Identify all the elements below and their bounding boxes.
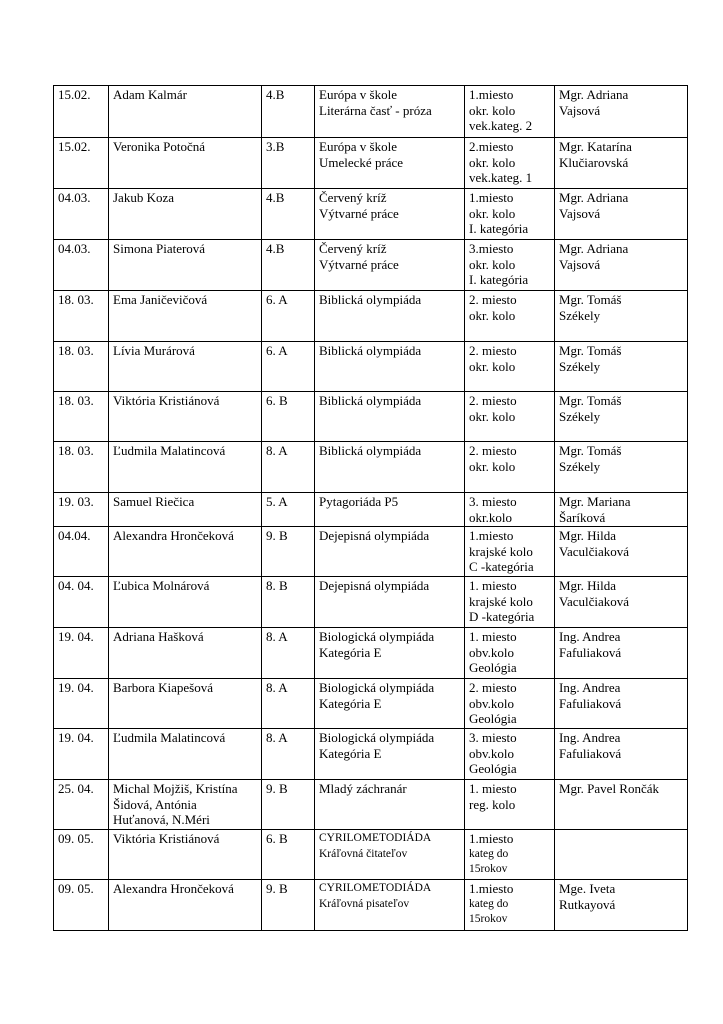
teacher-cell: Mgr. Tomáš Székely (555, 442, 688, 493)
date-cell: 18. 03. (54, 442, 109, 493)
competition-cell: Európa v škole Umelecké práce (315, 138, 465, 189)
date-cell: 15.02. (54, 138, 109, 189)
date-cell: 25. 04. (54, 780, 109, 830)
result-cell (465, 880, 555, 931)
class-cell: 4.B (262, 86, 315, 138)
teacher-cell: Mgr. Tomáš Székely (555, 291, 688, 342)
table-row (54, 442, 688, 493)
class-cell: 8. A (262, 442, 315, 493)
competition-cell: Biologická olympiáda Kategória E (315, 679, 465, 729)
class-cell: 9. B (262, 880, 315, 931)
table-row (54, 493, 688, 527)
results-sheet (53, 85, 688, 931)
teacher-cell (555, 830, 688, 880)
teacher-cell: Mgr. Tomáš Székely (555, 392, 688, 442)
student-cell: Jakub Koza (109, 189, 262, 240)
table-row (54, 628, 688, 679)
competition-cell: Dejepisná olympiáda (315, 577, 465, 628)
teacher-cell: Mgr. Adriana Vajsová (555, 86, 688, 138)
date-cell: 04. 04. (54, 577, 109, 628)
teacher-cell: Mgr. Mariana Šaríková (555, 493, 688, 527)
competition-cell: Pytagoriáda P5 (315, 493, 465, 527)
class-cell: 8. B (262, 577, 315, 628)
competition-cell: Biblická olympiáda (315, 342, 465, 392)
table-row (54, 679, 688, 729)
student-cell: Alexandra Hrončeková (109, 880, 262, 931)
class-cell: 9. B (262, 527, 315, 577)
table-row (54, 342, 688, 392)
class-cell: 3.B (262, 138, 315, 189)
competition-cell: Dejepisná olympiáda (315, 527, 465, 577)
class-cell: 4.B (262, 240, 315, 291)
competition-cell (315, 830, 465, 880)
result-cell: 1.miesto okr. kolo vek.kateg. 2 (465, 86, 555, 138)
competition-cell: Biblická olympiáda (315, 392, 465, 442)
teacher-cell: Ing. Andrea Fafuliaková (555, 628, 688, 679)
competition-text: CYRILOMETODIÁDA Kráľovná pisateľov (319, 882, 432, 910)
result-category: kateg do 15rokov (469, 897, 509, 925)
date-cell: 15.02. (54, 86, 109, 138)
date-cell: 19. 04. (54, 628, 109, 679)
competition-text: CYRILOMETODIÁDA Kráľovná čitateľov (319, 832, 432, 860)
date-cell: 18. 03. (54, 342, 109, 392)
student-cell: Alexandra Hrončeková (109, 527, 262, 577)
teacher-cell: Ing. Andrea Fafuliaková (555, 729, 688, 780)
class-cell: 6. A (262, 342, 315, 392)
date-cell: 19. 03. (54, 493, 109, 527)
result-cell: 2.miesto okr. kolo vek.kateg. 1 (465, 138, 555, 189)
class-cell: 5. A (262, 493, 315, 527)
table-row (54, 527, 688, 577)
class-cell: 8. A (262, 729, 315, 780)
result-cell: 3. miesto obv.kolo Geológia (465, 729, 555, 780)
table-row (54, 880, 688, 931)
student-cell: Veronika Potočná (109, 138, 262, 189)
table-row (54, 240, 688, 291)
date-cell: 19. 04. (54, 729, 109, 780)
table-row (54, 189, 688, 240)
result-cell: 3. miesto okr.kolo (465, 493, 555, 527)
table-row (54, 392, 688, 442)
student-cell: Viktória Kristiánová (109, 830, 262, 880)
table-row (54, 729, 688, 780)
teacher-cell: Mgr. Hilda Vaculčiaková (555, 577, 688, 628)
student-cell: Simona Piaterová (109, 240, 262, 291)
table-row (54, 577, 688, 628)
result-cell: 1.miesto okr. kolo I. kategória (465, 189, 555, 240)
student-cell: Barbora Kiapešová (109, 679, 262, 729)
teacher-cell: Mgr. Tomáš Székely (555, 342, 688, 392)
student-cell: Ľudmila Malatincová (109, 442, 262, 493)
teacher-cell: Mgr. Hilda Vaculčiaková (555, 527, 688, 577)
teacher-cell: Mgr. Katarína Klučiarovská (555, 138, 688, 189)
result-cell: 2. miesto okr. kolo (465, 442, 555, 493)
results-table (53, 85, 688, 931)
teacher-cell: Mgr. Pavel Rončák (555, 780, 688, 830)
date-cell: 09. 05. (54, 830, 109, 880)
competition-cell (315, 880, 465, 931)
result-cell: 1.miesto krajské kolo C -kategória (465, 527, 555, 577)
class-cell: 6. A (262, 291, 315, 342)
date-cell: 04.04. (54, 527, 109, 577)
table-row (54, 830, 688, 880)
student-cell: Viktória Kristiánová (109, 392, 262, 442)
result-place: 1.miesto (469, 881, 514, 896)
class-cell: 8. A (262, 679, 315, 729)
competition-cell: Biblická olympiáda (315, 442, 465, 493)
teacher-cell: Mge. Iveta Rutkayová (555, 880, 688, 931)
result-cell: 1. miesto reg. kolo (465, 780, 555, 830)
student-cell: Ľudmila Malatincová (109, 729, 262, 780)
result-cell: 3.miesto okr. kolo I. kategória (465, 240, 555, 291)
date-cell: 19. 04. (54, 679, 109, 729)
student-cell: Samuel Riečica (109, 493, 262, 527)
date-cell: 04.03. (54, 240, 109, 291)
date-cell: 04.03. (54, 189, 109, 240)
result-cell: 2. miesto okr. kolo (465, 392, 555, 442)
teacher-cell: Ing. Andrea Fafuliaková (555, 679, 688, 729)
competition-cell: Biologická olympiáda Kategória E (315, 729, 465, 780)
competition-cell: Mladý záchranár (315, 780, 465, 830)
student-cell: Adam Kalmár (109, 86, 262, 138)
result-cell: 1. miesto obv.kolo Geológia (465, 628, 555, 679)
table-row (54, 138, 688, 189)
teacher-cell: Mgr. Adriana Vajsová (555, 189, 688, 240)
student-cell: Lívia Murárová (109, 342, 262, 392)
date-cell: 09. 05. (54, 880, 109, 931)
class-cell: 6. B (262, 830, 315, 880)
date-cell: 18. 03. (54, 392, 109, 442)
result-category: kateg do 15rokov (469, 847, 509, 875)
class-cell: 4.B (262, 189, 315, 240)
table-row (54, 780, 688, 830)
result-cell: 2. miesto okr. kolo (465, 342, 555, 392)
class-cell: 6. B (262, 392, 315, 442)
class-cell: 8. A (262, 628, 315, 679)
result-place: 1.miesto (469, 831, 514, 846)
teacher-cell: Mgr. Adriana Vajsová (555, 240, 688, 291)
competition-cell: Červený kríž Výtvarné práce (315, 240, 465, 291)
student-cell: Ľubica Molnárová (109, 577, 262, 628)
student-cell: Ema Janičevičová (109, 291, 262, 342)
student-cell: Adriana Hašková (109, 628, 262, 679)
competition-cell: Červený kríž Výtvarné práce (315, 189, 465, 240)
student-cell: Michal Mojžiš, Kristína Šidová, Antónia Huťanová, N.Méri (109, 780, 262, 830)
result-cell: 2. miesto obv.kolo Geológia (465, 679, 555, 729)
competition-cell: Biologická olympiáda Kategória E (315, 628, 465, 679)
table-row (54, 291, 688, 342)
result-cell: 2. miesto okr. kolo (465, 291, 555, 342)
class-cell: 9. B (262, 780, 315, 830)
competition-cell: Európa v škole Literárna časť - próza (315, 86, 465, 138)
result-cell: 1. miesto krajské kolo D -kategória (465, 577, 555, 628)
date-cell: 18. 03. (54, 291, 109, 342)
result-cell (465, 830, 555, 880)
table-row (54, 86, 688, 138)
competition-cell: Biblická olympiáda (315, 291, 465, 342)
